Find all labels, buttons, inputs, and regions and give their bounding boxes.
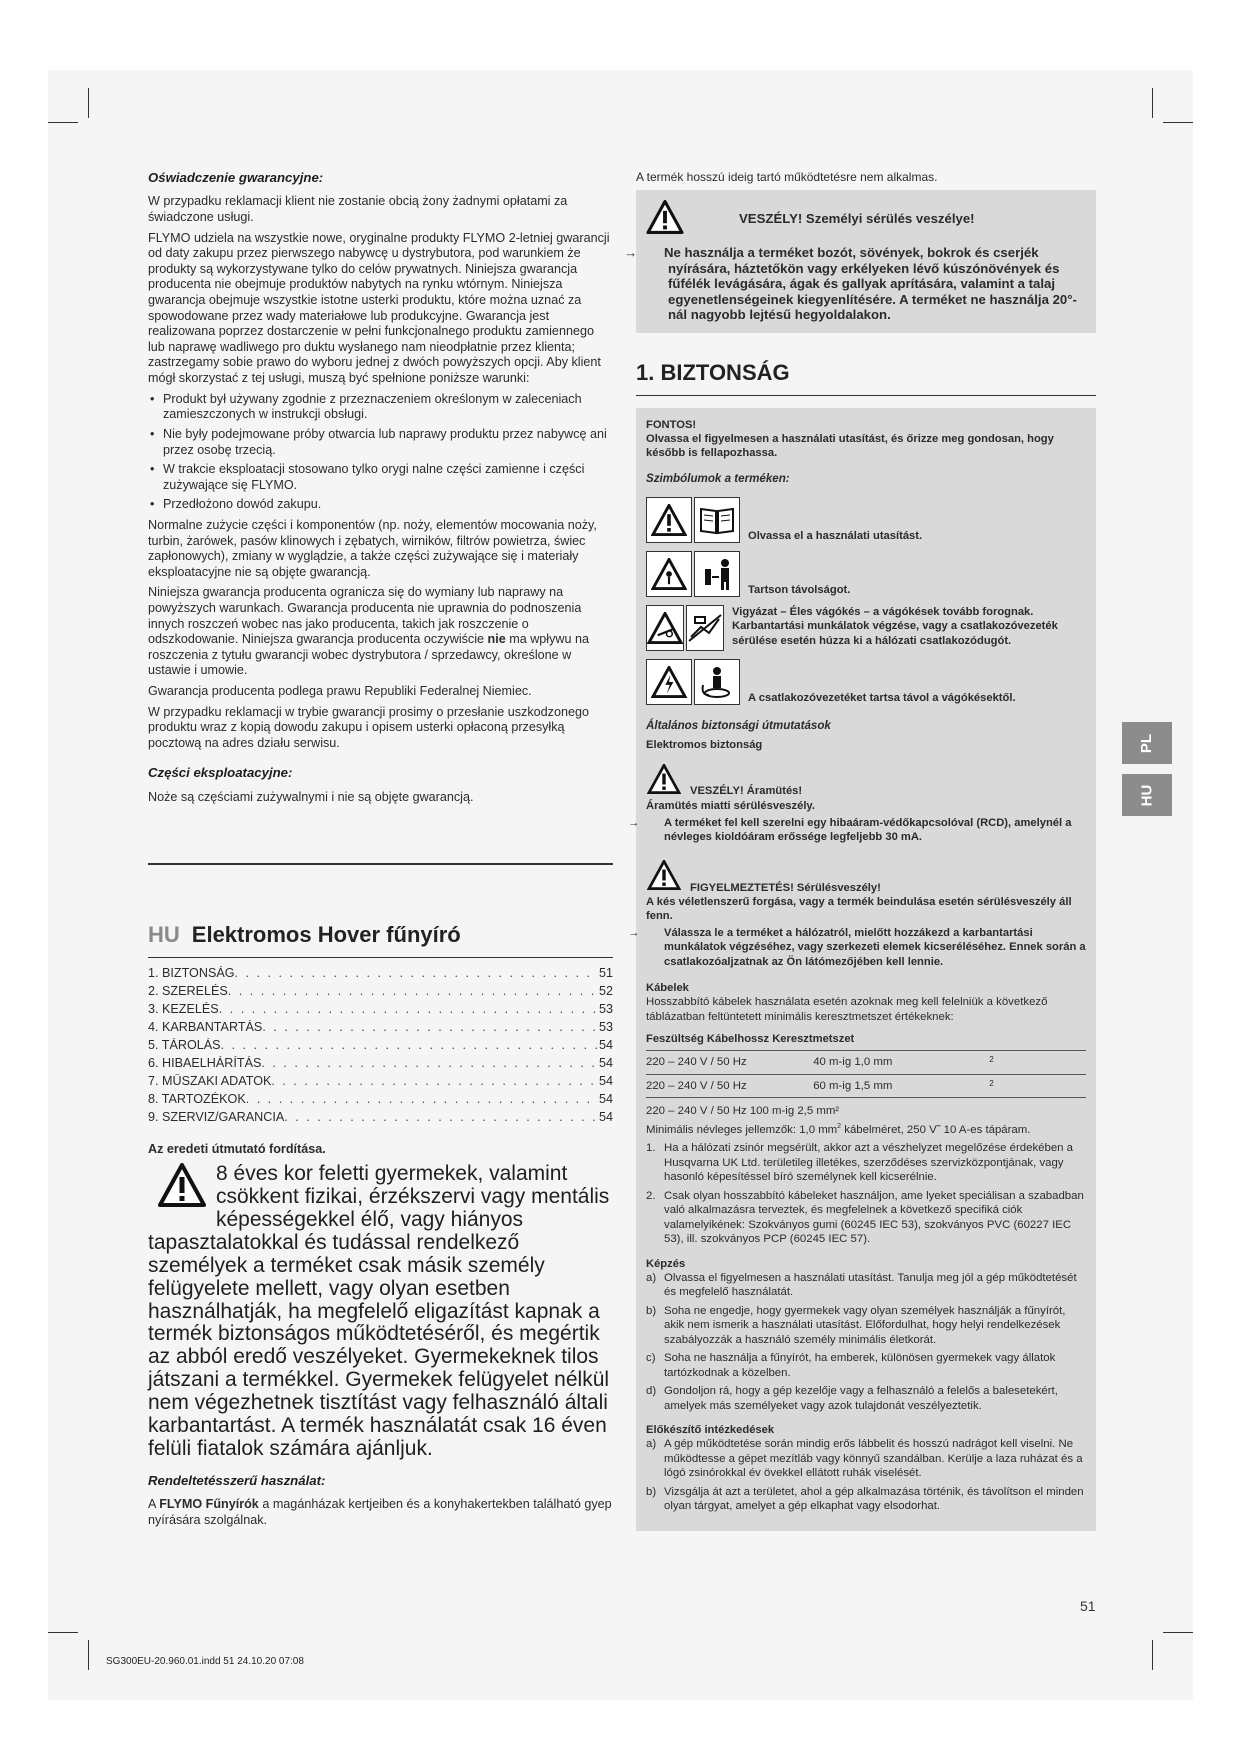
warn-sub: A kés véletlenszerű forgása, vagy a termék beindulása esetén sérülésveszély áll fenn. bbox=[646, 895, 1072, 922]
toc-item[interactable]: 6. HIBAELHÁRÍTÁS . . . 54 bbox=[148, 1056, 613, 1074]
list-item: d) Gondoljon rá, hogy a gép kezelője vagy a felhasználó a felelős a balesetekért, amelyek más személyeket vagy azok tulajdonát veszélyeztetik. bbox=[646, 1385, 1058, 1412]
crop-mark bbox=[1152, 88, 1153, 118]
warning-triangle-icon bbox=[646, 200, 684, 239]
danger-box bbox=[624, 190, 1096, 333]
electric-warning-icon bbox=[646, 659, 692, 705]
toc-item[interactable]: 2. SZERELÉS . . . 52 bbox=[148, 984, 613, 1002]
language-code: HU bbox=[148, 922, 180, 948]
toc-item[interactable]: 1. BIZTONSÁG . . . 51 bbox=[148, 966, 613, 984]
tab-pl[interactable]: PL bbox=[1122, 722, 1172, 764]
table-last-row: 220 – 240 V / 50 Hz 100 m-ig 2,5 mm² bbox=[646, 1105, 840, 1118]
crop-mark bbox=[1163, 122, 1193, 123]
warranty-p4 bbox=[148, 585, 613, 679]
warning-triangle-icon bbox=[646, 860, 682, 894]
symbol-text: Olvassa el a használati utasítást. bbox=[748, 529, 923, 542]
prep-list bbox=[646, 1437, 1086, 1513]
shock-header bbox=[646, 764, 1086, 798]
table-of-contents bbox=[148, 966, 613, 1128]
toc-item[interactable]: 5. TÁROLÁS . . . 54 bbox=[148, 1038, 613, 1056]
keep-distance-icon bbox=[694, 551, 740, 597]
left-column bbox=[148, 170, 613, 1533]
warranty-title: Oświadczenie gwarancyjne: bbox=[148, 170, 324, 185]
important-title: FONTOS! bbox=[646, 418, 697, 431]
list-item: • Produkt był używany zgodnie z przeznaczeniem określonym w zaleceniach zamieszczonych w instrukcji obsługi. bbox=[148, 392, 613, 423]
danger-title: VESZÉLY! Személyi sérülés veszélye! bbox=[739, 211, 975, 227]
cell-length: 40 m-ig 1,0 mm bbox=[813, 1051, 989, 1074]
cable-notes bbox=[646, 1141, 1086, 1246]
crop-mark bbox=[1163, 1632, 1193, 1633]
cable-table-header: Feszültség Kábelhossz Keresztmetszet bbox=[646, 1033, 855, 1046]
list-item: b) Vizsgálja át azt a területet, ahol a gép alkalmazása történik, és távolítson el minden olyan tárgyat, amelyet a gép elkaphat vagy elsodorhat. bbox=[646, 1485, 1084, 1513]
warning-triangle-icon bbox=[646, 497, 692, 543]
table-row bbox=[646, 1074, 1086, 1097]
divider bbox=[148, 863, 613, 865]
manual-heading bbox=[148, 921, 613, 948]
warning-triangle-icon bbox=[646, 605, 684, 651]
cable-table bbox=[646, 1050, 1086, 1098]
warranty-p2: FLYMO udziela na wszystkie nowe, oryginalne produkty FLYMO 2-letniej gwarancji od daty zakupu przez pierwszego nabywcę u dystrybutora, pod warunkiem że produkty są wykorzystywane tylko do celów prywatnych. Niniejsza gwarancja producenta nie obejmuje produktów nabytych na rynku wtórnym. Niniejsza gwarancja obejmuje wszystkie istotne usterki produktu, które można uznać za spowodowane przez wady materiałowe lub produkcyjne. Gwarancja jest realizowana poprzez dostarczenie w pełni funkcjonalnego produktu zamiennego lub naprawę wadliwego pro duktu wysłanego nam nieodpłatnie przez klienta; zastrzegamy sobie prawo do wyboru jednej z dwóch powyższych opcji. Aby klient mógł skorzystać z tej usługi, muszą być spełnione poniższe warunki: bbox=[148, 230, 610, 386]
toc-item[interactable]: 8. TARTOZÉKOK . . . 54 bbox=[148, 1092, 613, 1110]
list-item: a) Olvassa el figyelmesen a használati utasítást. Tanulja meg jól a gép működtetését és megfelelő használatát. bbox=[646, 1271, 1077, 1299]
warranty-p4-tail: ma wpływu na roszczenia z tytułu gwarancji wobec dystrybutora / sprzedawcy, określone w ustawie i umowie. bbox=[148, 632, 590, 678]
cables-title: Kábelek bbox=[646, 981, 689, 994]
symbol-text: Tartson távolságot. bbox=[748, 583, 851, 596]
intended-use-title: Rendeltetésszerű használat: bbox=[148, 1472, 326, 1488]
warranty-p1: W przypadku reklamacji klient nie zostanie obcią żony żadnymi opłatami za świadczone usługi. bbox=[148, 194, 568, 224]
warn-header bbox=[646, 860, 1086, 894]
children-warning-text: 8 éves kor feletti gyermekek, valamint csökkent fizikai, érzékszervi vagy mentális képességekkel élő, vagy hiányos tapasztalatokkal és tudással rendelkező személyek a terméket csak másik személy felügyelete mellett, vagy olyan esetben használhatják, ha megfelelő eligazítást kapnak a termék biztonságos működtetéséről, és megértik az abból eredő veszélyeket. Gyermekeknek tilos játszani a termékkel. Gyermekek felügyelet nélkül nem végezhetnek tisztítást vagy felhasználó általi karbantartást. A termék használatát csak 16 éven felüli fiatalok számára ajánljuk. bbox=[148, 1162, 610, 1460]
cables-text: Hosszabbító kábelek használata esetén azoknak meg kell felelniük a következő táblázatban feltüntetett minimális keresztmetszet értékeknek: bbox=[646, 996, 1048, 1023]
intended-bold: FLYMO Fűnyírók bbox=[159, 1497, 259, 1512]
section-title: 1. BIZTONSÁG bbox=[636, 359, 1096, 396]
training-title: Képzés bbox=[646, 1257, 686, 1270]
manual-title: Elektromos Hover fűnyíró bbox=[191, 922, 461, 948]
shock-text: → A terméket fel kell szerelni egy hibaáram-védőkapcsolóval (RCD), amelynél a névleges kioldóáram erőssége legfeljebb 30 mA. bbox=[628, 816, 1072, 844]
warranty-p6: W przypadku reklamacji w trybie gwarancji prosimy o przesłanie uszkodzonego produktu wraz z kopią dowodu zakupu i opisem usterki opłaconą przesyłką pocztową na adres działu serwisu. bbox=[148, 704, 589, 750]
symbol-row bbox=[646, 659, 1086, 705]
arrow-icon: → bbox=[624, 245, 638, 260]
cable-away-icon bbox=[694, 659, 740, 705]
general-title: Általános biztonsági útmutatások bbox=[646, 719, 831, 733]
warning-triangle-icon bbox=[646, 551, 692, 597]
cell-voltage: 220 – 240 V / 50 Hz bbox=[646, 1074, 813, 1097]
list-item: • Przedłożono dowód zakupu. bbox=[148, 497, 613, 513]
page-number: 51 bbox=[1080, 1598, 1096, 1614]
list-item: 2. Csak olyan hosszabbító kábeleket használjon, ame lyeket speciálisan a szabadban való alkalmazásra terveztek, és megfelelnek a következő specifiká ciók valamelyikének: Szokványos gumi (60245 IEC 53), szokványos PVC (60227 IEC 53), ill. szokványos PCP (60245 IEC 57). bbox=[646, 1189, 1084, 1246]
crop-mark bbox=[1152, 1640, 1153, 1670]
prep-title: Előkészítő intézkedések bbox=[646, 1424, 775, 1437]
translation-note: Az eredeti útmutató fordítása. bbox=[148, 1141, 326, 1156]
symbols-title: Szimbólumok a terméken: bbox=[646, 472, 790, 486]
unplug-icon bbox=[686, 605, 724, 651]
cell-sup: 2 bbox=[989, 1051, 1086, 1074]
cell-voltage: 220 – 240 V / 50 Hz bbox=[646, 1051, 813, 1074]
symbol-row bbox=[646, 551, 1086, 597]
intended-tail: a magánházak kertjeiben és a konyhakertekben található gyep nyírására szolgálnak. bbox=[148, 1497, 612, 1527]
warranty-conditions bbox=[148, 392, 613, 513]
toc-item[interactable]: 4. KARBANTARTÁS . . . 53 bbox=[148, 1020, 613, 1038]
crop-mark bbox=[48, 122, 78, 123]
warn-text: → Válassza le a terméket a hálózatról, mielőtt hozzákezd a karbantartási munkálatok végzéséhez, vagy szerkezeti elemek kicseréléséhez. Ennek során a csatlakozóaljzatnak az Ön látómezőjében kell lennie. bbox=[628, 927, 1086, 968]
toc-item[interactable]: 3. KEZELÉS . . . 53 bbox=[148, 1002, 613, 1020]
intro-text: A termék hosszú ideig tartó működtetésre nem alkalmas. bbox=[636, 170, 938, 184]
intended-use-text bbox=[148, 1497, 613, 1528]
parts-title: Części eksploatacyjne: bbox=[148, 765, 293, 781]
warning-triangle-icon bbox=[646, 764, 682, 798]
cell-sup: 2 bbox=[989, 1074, 1086, 1097]
table-row bbox=[646, 1051, 1086, 1074]
min-rating: Minimális névleges jellemzők: 1,0 $mm^2$ kábelméret, 250 V˜ 10 A-es tápáram. bbox=[646, 1122, 1031, 1136]
symbol-row bbox=[646, 497, 1086, 543]
warranty-p4-text: Niniejsza gwarancja producenta ogranicza się do wymiany lub naprawy na powyższych warunkach. Gwarancja producenta nie uprawnia do podnoszenia innych roszczeń wobec nas jako producenta, takich jak roszczenie o odszkodowanie. Niniejsza gwarancja producenta oczywiście bbox=[148, 585, 582, 647]
intended-pre: A bbox=[148, 1497, 156, 1512]
crop-mark bbox=[88, 88, 89, 118]
danger-header bbox=[646, 200, 1086, 239]
symbol-row bbox=[646, 605, 1086, 651]
shock-sub: Áramütés miatti sérülésveszély. bbox=[646, 799, 815, 812]
symbol-text: A csatlakozóvezetéket tartsa távol a vágókésektől. bbox=[748, 691, 1016, 704]
tab-hu[interactable]: HU bbox=[1122, 774, 1172, 816]
safety-panel bbox=[628, 408, 1096, 1531]
warranty-p5: Gwarancja producenta podlega prawu Republiki Federalnej Niemiec. bbox=[148, 684, 532, 699]
list-item: 1. Ha a hálózati zsinór megsérült, akkor azt a vészhelyzet megelőzése érdekében a Husqvarna UK Ltd. területileg illetékes, szerződéses szervizközpontjának, vagy hasonló képesítéssel bíró személynek kell kicserélnie. bbox=[646, 1142, 1074, 1184]
cell-length: 60 m-ig 1,5 mm bbox=[813, 1074, 989, 1097]
shock-title: VESZÉLY! Áramütés! bbox=[690, 785, 803, 798]
symbol-text: Vigyázat – Éles vágókés – a vágókések tovább forognak. Karbantartási munkálatok végzése, vagy a csatlakozóvezeték sérülése esetén húzza ki a hálózati csatlakozódugót. bbox=[732, 606, 1058, 647]
list-item: b) Soha ne engedje, hogy gyermekek vagy olyan személyek használják a fűnyírót, akik nem ismerik a használati utasítást. Előfordulhat, hogy helyi rendelkezések szabályozzák a használó személy minimális életkorát. bbox=[646, 1304, 1066, 1346]
print-footer: SG300EU-20.960.01.indd 51 24.10.20 07:08 bbox=[106, 1656, 304, 1667]
warning-triangle-icon bbox=[158, 1163, 206, 1213]
warranty-p3: Normalne zużycie części i komponentów (np. noży, elementów mocowania noży, turbin, żarówek, pasów klinowych i zębatych, wirników, filtrów powietrza, świec zapłonowych), zmiany w wyglądzie, a także części zużywające się i materiały eksploatacyjne nie są objęte gwarancją. bbox=[148, 517, 597, 579]
warranty-p4-bold: nie bbox=[487, 632, 506, 647]
training-list bbox=[646, 1271, 1086, 1413]
danger-text: → Ne használja a terméket bozót, sövények, bokrok és cserjék nyírására, háztetőkön vagy erkélyeken lévő kúszónövények és fűfélék levágására, ágak és gallyak aprítására, valamint a talaj egyenetlenségeinek kiegyenlítésére. A terméket ne használja 20°-nál nagyobb lejtésű hegyoldalakon. bbox=[624, 245, 1077, 323]
list-item: • W trakcie eksploatacji stosowano tylko orygi nalne części zamienne i części zużywające się FLYMO. bbox=[148, 462, 613, 493]
list-item: c) Soha ne használja a fűnyírót, ha emberek, különösen gyermekek vagy állatok tartózkodnak a közelben. bbox=[646, 1352, 1056, 1379]
warn-title: FIGYELMEZTETÉS! Sérülésveszély! bbox=[690, 881, 881, 894]
parts-text: Noże są częściami zużywalnymi i nie są objęte gwarancją. bbox=[148, 789, 474, 804]
list-item: • Nie były podejmowane próby otwarcia lub naprawy produktu przez nabywcę ani przez osobę trzecią. bbox=[148, 427, 613, 458]
crop-mark bbox=[88, 1640, 89, 1670]
children-warning bbox=[148, 1163, 613, 1460]
important-text: Olvassa el figyelmesen a használati utasítást, és őrizze meg gondosan, hogy később is fellapozhassa. bbox=[646, 433, 1054, 460]
toc-item[interactable]: 9. SZERVIZ/GARANCIA . . . 54 bbox=[148, 1110, 613, 1128]
heading-rule bbox=[148, 957, 613, 958]
crop-mark bbox=[48, 1632, 78, 1633]
right-column bbox=[624, 170, 1096, 1531]
list-item: a) A gép működtetése során mindig erős lábbelit és hosszú nadrágot kell viselni. Ne működtesse a gépet mezítláb vagy könnyű szandálban. Kerülje a laza ruházat és a lógó zsinórokkal év övekkel ellátott ruhák viselését. bbox=[646, 1438, 1083, 1480]
elec-title: Elektromos biztonság bbox=[646, 738, 763, 751]
manual-book-icon bbox=[694, 497, 740, 543]
toc-item[interactable]: 7. MŰSZAKI ADATOK . . . 54 bbox=[148, 1074, 613, 1092]
